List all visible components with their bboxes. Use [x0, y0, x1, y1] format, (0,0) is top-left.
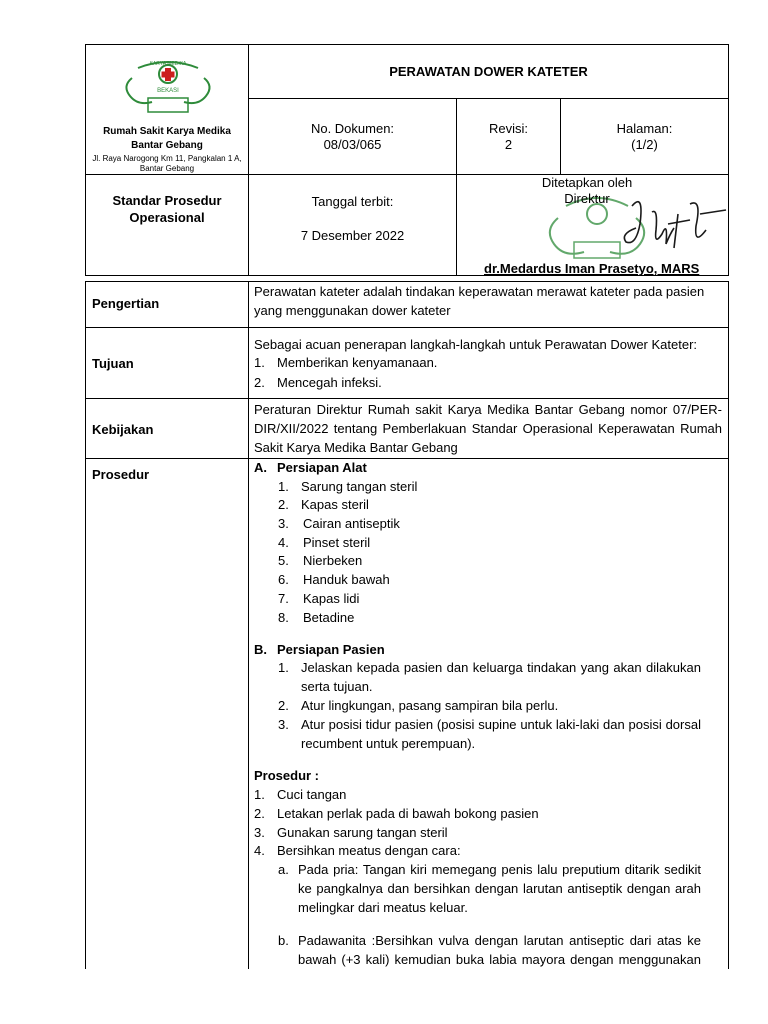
hospital-name-line1: Rumah Sakit Karya Medika: [103, 126, 231, 137]
alat-item: Cairan antiseptik: [303, 516, 400, 531]
approved-by-line1: Ditetapkan oleh: [541, 175, 633, 190]
pengertian-line2: yang menggunakan dower kateter: [254, 303, 451, 318]
list-marker: 2.: [278, 497, 289, 512]
svg-text:BEKASI: BEKASI: [157, 88, 179, 94]
prosedur-label: Prosedur: [92, 467, 150, 482]
list-marker: 2.: [254, 806, 265, 821]
kebijakan-line3: Sakit Karya Medika Bantar Gebang: [254, 440, 458, 455]
issue-date-value: 7 Desember 2022: [300, 228, 405, 243]
hospital-logo: [118, 56, 218, 116]
list-marker: 1.: [254, 355, 265, 370]
alat-item: Kapas lidi: [303, 591, 360, 606]
list-marker: 2.: [254, 375, 265, 390]
pasien-item-1-line2: serta tujuan.: [301, 679, 373, 694]
section-a-marker: A.: [254, 460, 267, 475]
svg-text:KARYA MEDIKA: KARYA MEDIKA: [149, 61, 187, 67]
section-b-marker: B.: [254, 642, 267, 657]
alat-item: Handuk bawah: [303, 572, 390, 587]
section-b-title: Persiapan Pasien: [277, 642, 385, 657]
doc-number-value: 08/03/065: [323, 137, 382, 152]
meatus-wanita-line2: bawah (+3 kali) kemudian buka labia mayora dengan menggunakan: [298, 952, 701, 967]
list-marker: 3.: [254, 825, 265, 840]
sop-label-line1: Standar Prosedur: [112, 193, 222, 208]
pasien-item-1-line1: Jelaskan kepada pasien dan keluarga tindakan yang akan dilakukan: [301, 660, 701, 675]
pasien-item-3-line1: Atur posisi tidur pasien (posisi supine untuk laki-laki dan posisi dorsal: [301, 717, 701, 732]
pasien-item-3-line2: recumbent untuk perempuan).: [301, 736, 476, 751]
pengertian-label: Pengertian: [92, 296, 160, 311]
doc-number-label: No. Dokumen:: [310, 121, 395, 136]
list-marker: 1.: [254, 787, 265, 802]
alat-item: Sarung tangan steril: [301, 479, 418, 494]
list-marker: 4.: [254, 843, 265, 858]
procedure-step: Cuci tangan: [277, 787, 347, 802]
page-label: Halaman:: [616, 121, 673, 136]
alat-item: Kapas steril: [301, 497, 369, 512]
kebijakan-line2: DIR/XII/2022 tentang Pemberlakuan Standar Operasional Keperawatan Rumah: [254, 421, 722, 436]
revision-label: Revisi:: [488, 121, 528, 136]
list-marker: 4.: [278, 535, 289, 550]
approved-by-line2: Direktur: [564, 191, 610, 206]
sop-label-line2: Operasional: [129, 210, 205, 225]
alat-item: Betadine: [303, 610, 355, 625]
procedure-step: Letakan perlak pada di bawah bokong pasien: [277, 806, 539, 821]
alat-item: Pinset steril: [303, 535, 371, 550]
meatus-pria-line3: melingkar dari meatus keluar.: [298, 900, 468, 915]
pengertian-line1: Perawatan kateter adalah tindakan keperawatan merawat kateter pada pasien: [254, 284, 705, 299]
list-marker: 1.: [278, 479, 289, 494]
list-marker: b.: [278, 933, 289, 948]
hospital-name-line2: Bantar Gebang: [131, 140, 203, 151]
meatus-pria-line1: Pada pria: Tangan kiri memegang penis lalu preputium ditarik sedikit: [298, 862, 701, 877]
list-marker: 6.: [278, 572, 289, 587]
list-marker: a.: [278, 862, 289, 877]
kebijakan-label: Kebijakan: [92, 422, 154, 437]
pasien-item-2: Atur lingkungan, pasang sampiran bila perlu.: [301, 698, 559, 713]
revision-value: 2: [504, 137, 513, 152]
issue-date-label: Tanggal terbit:: [311, 194, 394, 209]
tujuan-item-1: Memberikan kenyamanaan.: [277, 355, 438, 370]
meatus-pria-line2: ke pangkalnya dan bersihkan dengan larutan antiseptik dengan arah: [298, 881, 701, 896]
list-marker: 5.: [278, 553, 289, 568]
list-marker: 2.: [278, 698, 289, 713]
section-a-title: Persiapan Alat: [277, 460, 367, 475]
alat-item: Nierbeken: [303, 553, 363, 568]
hospital-address-line2: Bantar Gebang: [139, 164, 195, 173]
procedure-step: Bersihkan meatus dengan cara:: [277, 843, 461, 858]
list-marker: 1.: [278, 660, 289, 675]
procedure-title: Prosedur :: [254, 768, 320, 783]
document-title: PERAWATAN DOWER KATETER: [389, 64, 588, 79]
list-marker: 3.: [278, 717, 289, 732]
tujuan-label: Tujuan: [92, 356, 134, 371]
procedure-step: Gunakan sarung tangan steril: [277, 825, 448, 840]
page-value: (1/2): [631, 137, 658, 152]
list-marker: 8.: [278, 610, 289, 625]
list-marker: 3.: [278, 516, 289, 531]
director-name: dr.Medardus Iman Prasetyo, MARS: [484, 261, 700, 276]
meatus-wanita-line1: Padawanita :Bersihkan vulva dengan larutan antiseptic dari atas ke: [298, 933, 701, 948]
tujuan-intro: Sebagai acuan penerapan langkah-langkah untuk Perawatan Dower Kateter:: [254, 337, 698, 352]
hospital-address-line1: Jl. Raya Narogong Km 11, Pangkalan 1 A,: [92, 154, 242, 163]
tujuan-item-2: Mencegah infeksi.: [277, 375, 382, 390]
list-marker: 7.: [278, 591, 289, 606]
kebijakan-line1: Peraturan Direktur Rumah sakit Karya Medika Bantar Gebang nomor 07/PER-: [254, 402, 722, 417]
